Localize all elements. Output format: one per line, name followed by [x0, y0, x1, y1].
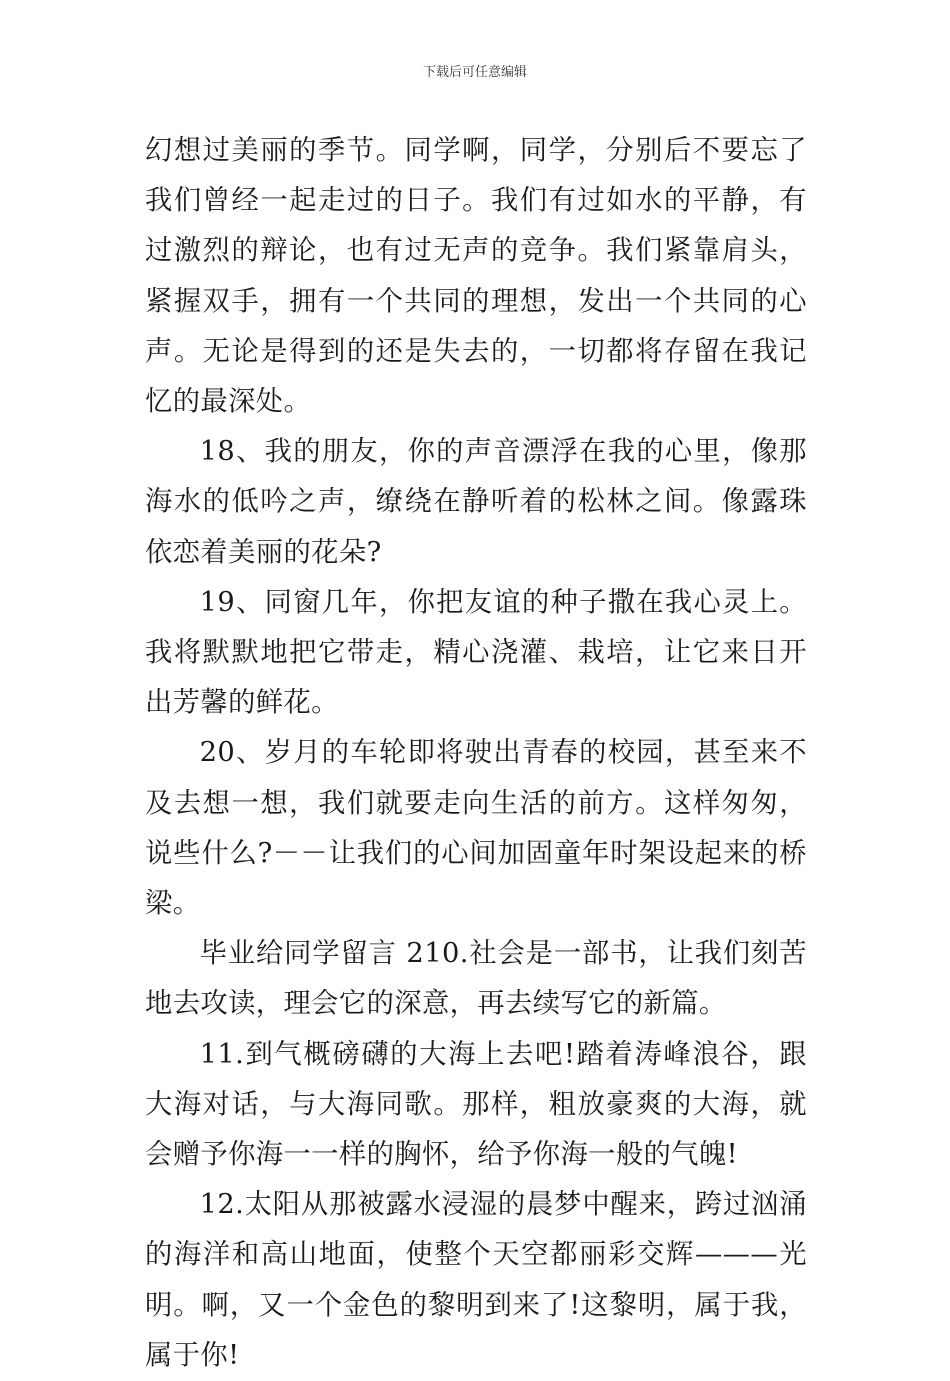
- page-header: 下载后可任意编辑: [422, 65, 527, 80]
- document-body: [145, 126, 807, 1381]
- paragraph-11: 11.到气概磅礴的大海上去吧!踏着涛峰浪谷，跟大海对话，与大海同歌。那样，粗放豪爽的大海，就会赠予你海一一样的胸怀，给予你海一般的气魄!: [145, 1038, 807, 1171]
- paragraph-18: 18、我的朋友，你的声音漂浮在我的心里，像那海水的低吟之声，缭绕在静听着的松林之间。像露珠依恋着美丽的花朵?: [145, 436, 807, 568]
- paragraph-19: 19、同窗几年，你把友谊的种子撒在我心灵上。我将默默地把它带走，精心浇灌、栽培，让它来日开出芳馨的鲜花。: [145, 586, 807, 719]
- paragraph-12: 12.太阳从那被露水浸湿的晨梦中醒来，跨过汹涌的海洋和高山地面，使整个天空都丽彩交辉———光明。啊，又一个金色的黎明到来了!这黎明，属于我，属于你!: [145, 1189, 807, 1371]
- paragraph-section-2-10: 毕业给同学留言 210.社会是一部书，让我们刻苦地去攻读，理会它的深意，再去续写它的新篇。: [145, 938, 807, 1020]
- paragraph-continuation: 幻想过美丽的季节。同学啊，同学，分别后不要忘了我们曾经一起走过的日子。我们有过如水的平静，有过激烈的辩论，也有过无声的竞争。我们紧靠肩头，紧握双手，拥有一个共同的理想，发出一个共同的心声。无论是得到的还是失去的，一切都将存留在我记忆的最深处。: [145, 135, 807, 418]
- paragraph-20: 20、岁月的车轮即将驶出青春的校园，甚至来不及去想一想，我们就要走向生活的前方。这样匆匆，说些什么?－－让我们的心间加固童年时架设起来的桥梁。: [145, 737, 807, 920]
